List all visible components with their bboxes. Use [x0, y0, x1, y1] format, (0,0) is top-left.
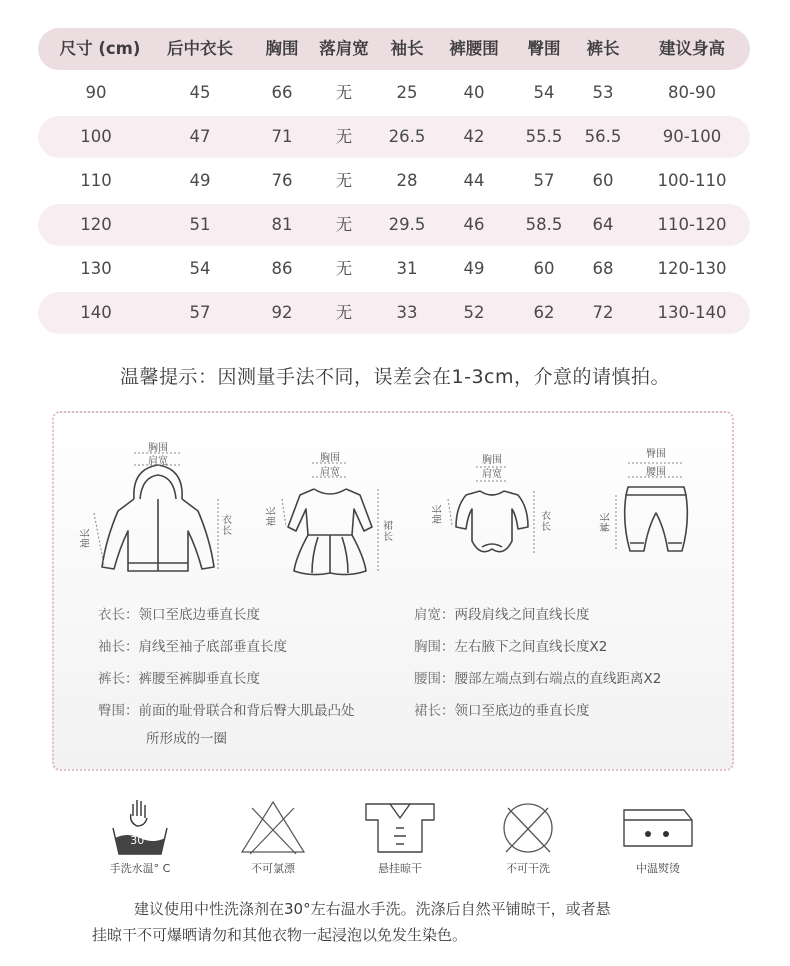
table-cell: 56.5 — [584, 127, 622, 146]
handwash-icon — [105, 798, 175, 856]
handwash-temp: 30° — [130, 834, 150, 847]
no-bleach-icon — [238, 798, 308, 856]
table-cell: 100 — [80, 127, 112, 146]
jacket-shoulder-label: 肩宽 — [148, 456, 168, 467]
table-cell: 120 — [80, 215, 112, 234]
romper-diagram — [430, 445, 560, 565]
header-height: 建议身高 — [659, 39, 725, 58]
table-cell: 31 — [396, 259, 418, 278]
washing-instructions-line2: 挂晾干不可爆晒请勿和其他衣物一起浸泡以免发生染色。 — [92, 926, 468, 944]
measurement-guide-panel — [52, 411, 734, 771]
table-cell: 90-100 — [662, 127, 722, 146]
header-back-length: 后中衣长 — [167, 39, 233, 58]
table-cell: 66 — [271, 83, 293, 102]
table-cell: 46 — [463, 215, 485, 234]
table-cell: 26.5 — [388, 127, 426, 146]
table-row — [38, 72, 750, 114]
definition-item — [414, 667, 661, 691]
definition-term: 胸围： — [414, 639, 455, 655]
definition-item — [98, 667, 260, 691]
table-cell: 25 — [396, 83, 418, 102]
table-cell: 60 — [533, 259, 555, 278]
table-cell: 53 — [592, 83, 614, 102]
header-size: 尺寸 (cm) — [59, 39, 141, 58]
definition-term: 裤长： — [98, 671, 139, 687]
table-cell: 58.5 — [525, 215, 563, 234]
hang-dry-shirt-icon — [360, 798, 440, 856]
definition-term: 袖长： — [98, 639, 139, 655]
definition-term: 裙长： — [414, 703, 455, 719]
pants-waist-label: 腰围 — [646, 467, 666, 478]
definition-desc: 两段肩线之间直线长度 — [454, 607, 590, 623]
table-cell: 90 — [85, 83, 107, 102]
table-cell: 49 — [189, 171, 211, 190]
definition-item — [98, 635, 287, 659]
table-row — [38, 204, 750, 246]
table-row — [38, 160, 750, 202]
table-cell: 71 — [271, 127, 293, 146]
table-cell: 130 — [80, 259, 112, 278]
no-dryclean-label: 不可干洗 — [506, 862, 550, 875]
table-cell: 80-90 — [668, 83, 716, 102]
washing-instructions-line1: 建议使用中性洗涤剂在30°左右温水手洗。洗涤后自然平铺晾干，或者悬 — [134, 900, 611, 918]
no-bleach-label: 不可氯漂 — [251, 862, 295, 875]
size-table — [38, 28, 750, 336]
definition-term: 衣长： — [98, 607, 139, 623]
romper-shoulder-label: 肩宽 — [482, 469, 502, 480]
definition-desc: 左右腋下之间直线长度X2 — [454, 639, 608, 655]
header-drop-shoulder: 落肩宽 — [319, 39, 369, 58]
romper-sleeve-label: 袖长 — [432, 504, 444, 525]
table-header — [38, 28, 750, 70]
jacket-sleeve-label: 袖长 — [80, 528, 92, 549]
definition-item — [98, 603, 260, 627]
table-cell: 28 — [396, 171, 418, 190]
table-cell: 44 — [463, 171, 485, 190]
table-cell: 无 — [335, 303, 353, 322]
table-cell: 40 — [463, 83, 485, 102]
definition-desc-continued: 所形成的一圈 — [146, 731, 227, 747]
table-cell: 64 — [592, 215, 614, 234]
table-cell: 54 — [533, 83, 555, 102]
table-cell: 62 — [533, 303, 555, 322]
table-cell: 130-140 — [657, 303, 727, 322]
table-cell: 52 — [463, 303, 485, 322]
header-hip: 臀围 — [527, 39, 561, 58]
jacket-chest-label: 胸围 — [148, 443, 168, 454]
table-cell: 54 — [189, 259, 211, 278]
table-cell: 60 — [592, 171, 614, 190]
pants-icon — [598, 443, 708, 563]
dress-diagram — [266, 443, 396, 583]
jacket-length-label: 衣长 — [222, 515, 232, 537]
table-cell: 81 — [271, 215, 293, 234]
table-cell: 49 — [463, 259, 485, 278]
hang-dry-label: 悬挂晾干 — [378, 862, 422, 875]
header-sleeve: 袖长 — [390, 39, 424, 58]
care-iron — [603, 798, 713, 876]
handwash-label: 手洗水温° C — [109, 862, 171, 875]
pants-length-label: 裤长 — [600, 512, 612, 533]
care-handwash — [85, 798, 195, 876]
romper-chest-label: 胸围 — [482, 455, 502, 466]
iron-label: 中温熨烫 — [636, 862, 680, 875]
table-cell: 45 — [189, 83, 211, 102]
table-cell: 无 — [335, 259, 353, 278]
dress-length-label: 裙长 — [383, 521, 393, 543]
definition-desc: 肩线至袖子底部垂直长度 — [138, 639, 287, 655]
table-row — [38, 292, 750, 334]
table-cell: 100-110 — [657, 171, 727, 190]
dress-chest-label: 胸围 — [320, 453, 340, 464]
measurement-tip: 温馨提示：因测量手法不同，误差会在1-3cm，介意的请慎拍。 — [120, 366, 670, 388]
jacket-diagram — [82, 439, 232, 579]
table-cell: 29.5 — [388, 215, 426, 234]
table-cell: 51 — [189, 215, 211, 234]
definition-desc: 前面的耻骨联合和背后臀大肌最凸处 — [138, 703, 355, 719]
table-cell: 110 — [80, 171, 112, 190]
header-chest: 胸围 — [265, 39, 299, 58]
romper-length-label: 衣长 — [541, 511, 551, 533]
pants-hip-label: 臀围 — [646, 449, 666, 460]
table-cell: 42 — [463, 127, 485, 146]
definition-desc: 裤腰至裤脚垂直长度 — [138, 671, 260, 687]
table-row — [38, 116, 750, 158]
table-cell: 68 — [592, 259, 614, 278]
definition-item — [414, 699, 590, 723]
dress-shoulder-label: 肩宽 — [320, 467, 340, 478]
table-cell: 57 — [189, 303, 211, 322]
definition-desc: 领口至底边垂直长度 — [138, 607, 260, 623]
definition-desc: 领口至底边的垂直长度 — [454, 703, 590, 719]
definition-item — [98, 699, 355, 723]
definition-term: 肩宽： — [414, 607, 455, 623]
dress-sleeve-label: 袖长 — [266, 506, 278, 527]
table-cell: 110-120 — [657, 215, 727, 234]
care-hang-dry — [345, 798, 455, 876]
table-cell: 无 — [335, 83, 353, 102]
table-cell: 92 — [271, 303, 293, 322]
care-no-bleach — [218, 798, 328, 876]
definition-item — [414, 635, 607, 659]
table-cell: 33 — [396, 303, 418, 322]
table-cell: 76 — [271, 171, 293, 190]
iron-medium-heat-icon — [618, 798, 698, 856]
definition-item — [414, 603, 590, 627]
table-cell: 86 — [271, 259, 293, 278]
table-cell: 57 — [533, 171, 555, 190]
table-cell: 55.5 — [525, 127, 563, 146]
definition-term: 臀围： — [98, 703, 139, 719]
table-cell: 120-130 — [657, 259, 727, 278]
table-cell: 无 — [335, 171, 353, 190]
definition-term: 腰围： — [414, 671, 455, 687]
table-cell: 47 — [189, 127, 211, 146]
care-no-dryclean — [473, 798, 583, 876]
definition-desc: 腰部左端点到右端点的直线距离X2 — [454, 671, 662, 687]
header-pants-length: 裤长 — [586, 39, 620, 58]
washing-instructions — [92, 896, 722, 948]
table-row — [38, 248, 750, 290]
table-cell: 无 — [335, 127, 353, 146]
header-waist: 裤腰围 — [449, 39, 499, 58]
table-cell: 无 — [335, 215, 353, 234]
no-dryclean-icon — [493, 798, 563, 856]
table-cell: 72 — [592, 303, 614, 322]
table-cell: 140 — [80, 303, 112, 322]
pants-diagram — [598, 443, 708, 563]
